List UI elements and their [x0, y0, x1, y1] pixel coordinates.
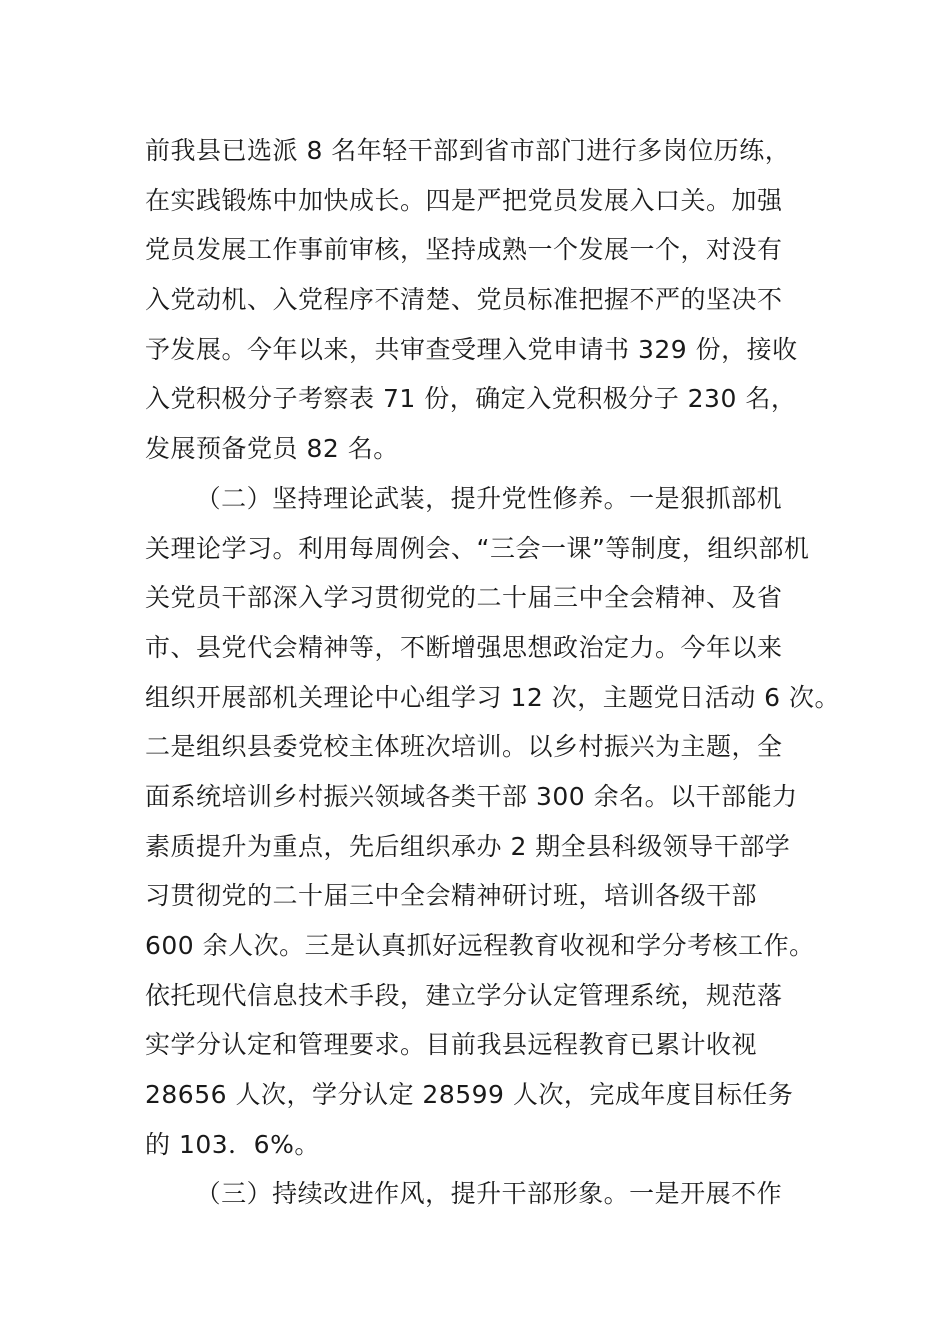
text-line: 市、县党代会精神等，不断增强思想政治定力。今年以来 — [145, 632, 783, 662]
text-line: 实学分认定和管理要求。目前我县远程教育已累计收视 — [145, 1030, 758, 1060]
text-line: （二）坚持理论武装，提升党性修养。一是狠抓部机 — [145, 483, 783, 513]
text-line: 关理论学习。利用每周例会、“三会一课”等制度，组织部机 — [145, 533, 810, 563]
body-text — [145, 126, 841, 1219]
text-line: 二是组织县委党校主体班次培训。以乡村振兴为主题，全 — [145, 732, 783, 762]
text-line: 依托现代信息技术手段，建立学分认定管理系统，规范落 — [145, 980, 783, 1010]
text-line: 入党动机、入党程序不清楚、党员标准把握不严的坚决不 — [145, 285, 783, 315]
text-line: 予发展。今年以来，共审查受理入党申请书 329 份，接收 — [145, 334, 798, 364]
text-line: 面系统培训乡村振兴领域各类干部 300 余名。以干部能力 — [145, 781, 798, 811]
text-line: 习贯彻党的二十届三中全会精神研讨班，培训各级干部 — [145, 881, 758, 911]
text-line: 关党员干部深入学习贯彻党的二十届三中全会精神、及省 — [145, 583, 783, 613]
text-line: 600 余人次。三是认真抓好远程教育收视和学分考核工作。 — [145, 931, 815, 960]
text-line: 发展预备党员 82 名。 — [145, 434, 399, 464]
text-line: 入党积极分子考察表 71 份，确定入党积极分子 230 名， — [145, 384, 797, 414]
text-line: 在实践锻炼中加快成长。四是严把党员发展入口关。加强 — [145, 185, 783, 215]
text-line: 前我县已选派 8 名年轻干部到省市部门进行多岗位历练， — [145, 136, 791, 165]
text-line: 素质提升为重点，先后组织承办 2 期全县科级领导干部学 — [145, 831, 791, 861]
text-line: 28656 人次，学分认定 28599 人次，完成年度目标任务 — [145, 1080, 794, 1110]
text-line: 党员发展工作事前审核，坚持成熟一个发展一个，对没有 — [145, 235, 783, 265]
text-line: 组织开展部机关理论中心组学习 12 次，主题党日活动 6 次。 — [145, 682, 841, 712]
text-line: 的 103．6%。 — [145, 1129, 320, 1159]
text-line: （三）持续改进作风，提升干部形象。一是开展不作 — [145, 1179, 783, 1209]
